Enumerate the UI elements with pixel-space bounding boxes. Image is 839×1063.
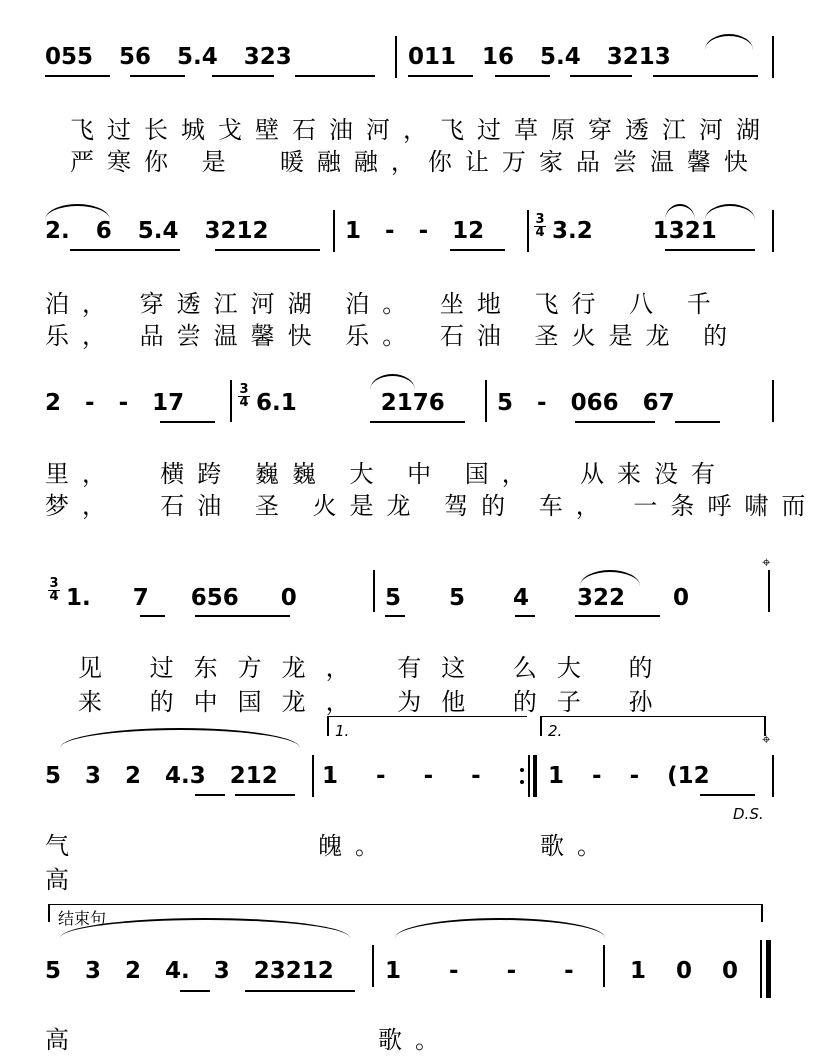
barline: [372, 945, 374, 987]
notes-bar-1: 055 56 5.4 323: [45, 44, 292, 70]
ending-label: 结束句: [58, 909, 107, 928]
barline: [230, 380, 232, 422]
note-underline: [245, 990, 355, 992]
barline: [333, 210, 335, 252]
bracket-mark: [540, 716, 542, 736]
volta-2-bracket: [540, 716, 765, 717]
notes-bar-13: 1 - - (12: [548, 763, 710, 789]
note-underline: [570, 75, 632, 77]
lyric-line-3: 泊， 穿透江河湖 泊。 坐地 飞行 八 千: [45, 290, 724, 318]
barline-thick: [766, 940, 771, 998]
lyric-line-1: 飞过长城戈壁石油河，飞过草原穿透江河湖: [70, 116, 773, 144]
barline: [395, 36, 397, 78]
notes-bar-4: 1 - - 12: [345, 218, 485, 244]
segno-mark: ⌖: [762, 553, 771, 571]
lyric-line-6: 梦， 石油 圣 火是龙 驾的 车， 一条呼啸而: [45, 492, 819, 520]
note-underline: [130, 75, 185, 77]
ending-bracket: [48, 904, 762, 905]
note-underline: [70, 249, 180, 251]
note-underline: [180, 990, 210, 992]
notes-bar-6: 2 - - 17: [45, 390, 185, 416]
bracket-mark: [761, 904, 763, 922]
note-underline: [370, 421, 465, 423]
barline: [772, 36, 774, 78]
barline: [373, 570, 375, 612]
notes-bar-11: 5 3 2 4.3 212: [45, 763, 278, 789]
notes-bar-2: 011 16 5.4 3213: [408, 44, 671, 70]
notes-bar-7: 6.1 2176: [256, 390, 445, 416]
notes-bar-12: 1 - - -: [322, 763, 481, 789]
note-underline: [515, 615, 535, 617]
lyric-line-12: 高: [45, 866, 82, 894]
note-underline: [235, 794, 295, 796]
note-underline: [385, 615, 405, 617]
note-underline: [575, 615, 660, 617]
volta-2-label: 2.: [548, 722, 563, 740]
bracket-mark: [520, 780, 524, 784]
phrase-slur: [60, 728, 300, 748]
final-barline: [760, 940, 762, 998]
time-signature: 3 4: [535, 212, 545, 240]
note-underline: [215, 249, 320, 251]
note-underline: [575, 421, 655, 423]
lyric-line-9: 气: [45, 832, 82, 860]
time-signature: 3 4: [49, 576, 59, 604]
notes-bar-16: 1 0 0: [630, 958, 739, 984]
note-underline: [140, 615, 165, 617]
barline: [772, 380, 774, 422]
barline: [772, 210, 774, 252]
barline: [485, 380, 487, 422]
segno-mark: ⌖: [762, 730, 771, 748]
notes-bar-5: 3.2 1321: [552, 218, 717, 244]
barline-thick: [533, 755, 537, 797]
notes-bar-9: 1. 7 656 0: [66, 585, 297, 611]
barline: [768, 570, 770, 612]
lyric-line-5: 里， 横跨 巍巍 大 中 国， 从来没有: [45, 460, 729, 488]
time-signature: 3 4: [239, 382, 249, 410]
note-underline: [450, 249, 505, 251]
bracket-mark: [520, 768, 524, 772]
note-underline: [408, 75, 473, 77]
lyric-line-13: 高: [45, 1026, 82, 1054]
notes-bar-8: 5 - 066 67: [497, 390, 675, 416]
lyric-line-10: 魄。: [318, 832, 392, 860]
tie-slur: [705, 204, 755, 220]
lyric-line-8: 来 的中国龙， 为他 的子 孙: [78, 688, 673, 716]
note-underline: [495, 75, 550, 77]
lyric-line-2: 严寒你 是 暖融融，你让万家品尝温馨快: [70, 148, 761, 176]
note-underline: [665, 249, 755, 251]
note-underline: [160, 421, 215, 423]
barline: [772, 755, 774, 797]
notes-bar-14: 5 3 2 4. 3 23212: [45, 958, 334, 984]
barline: [603, 945, 605, 987]
lyric-line-11: 歌。: [540, 832, 614, 860]
notes-bar-15: 1 - - -: [385, 958, 574, 984]
notes-bar-3: 2. 6 5.4 3212: [45, 218, 269, 244]
barline: [312, 755, 314, 797]
note-underline: [675, 421, 720, 423]
note-underline: [195, 615, 290, 617]
volta-1-bracket: [327, 716, 527, 717]
tie-slur: [580, 570, 640, 586]
note-underline: [195, 794, 225, 796]
note-underline: [653, 75, 758, 77]
lyric-line-4: 乐， 品尝温馨快 乐。 石油 圣火是龙 的: [45, 322, 741, 350]
ds-label: D.S.: [733, 805, 764, 823]
note-underline: [212, 75, 274, 77]
repeat-barline: [528, 755, 530, 797]
tie-slur: [370, 374, 415, 390]
lyric-line-14: 歌。: [378, 1026, 452, 1054]
volta-1-label: 1.: [335, 722, 350, 740]
note-underline: [45, 75, 110, 77]
lyric-line-7: 见 过东方龙， 有这 么大 的: [78, 654, 673, 682]
barline: [527, 210, 529, 252]
notes-bar-10: 5 5 4 322 0: [385, 585, 690, 611]
tie-slur: [665, 204, 695, 220]
phrase-slur: [395, 918, 605, 938]
note-underline: [295, 75, 375, 77]
tie-slur: [705, 34, 753, 50]
bracket-mark: [48, 904, 50, 922]
note-underline: [700, 794, 755, 796]
bracket-mark: [327, 716, 329, 736]
